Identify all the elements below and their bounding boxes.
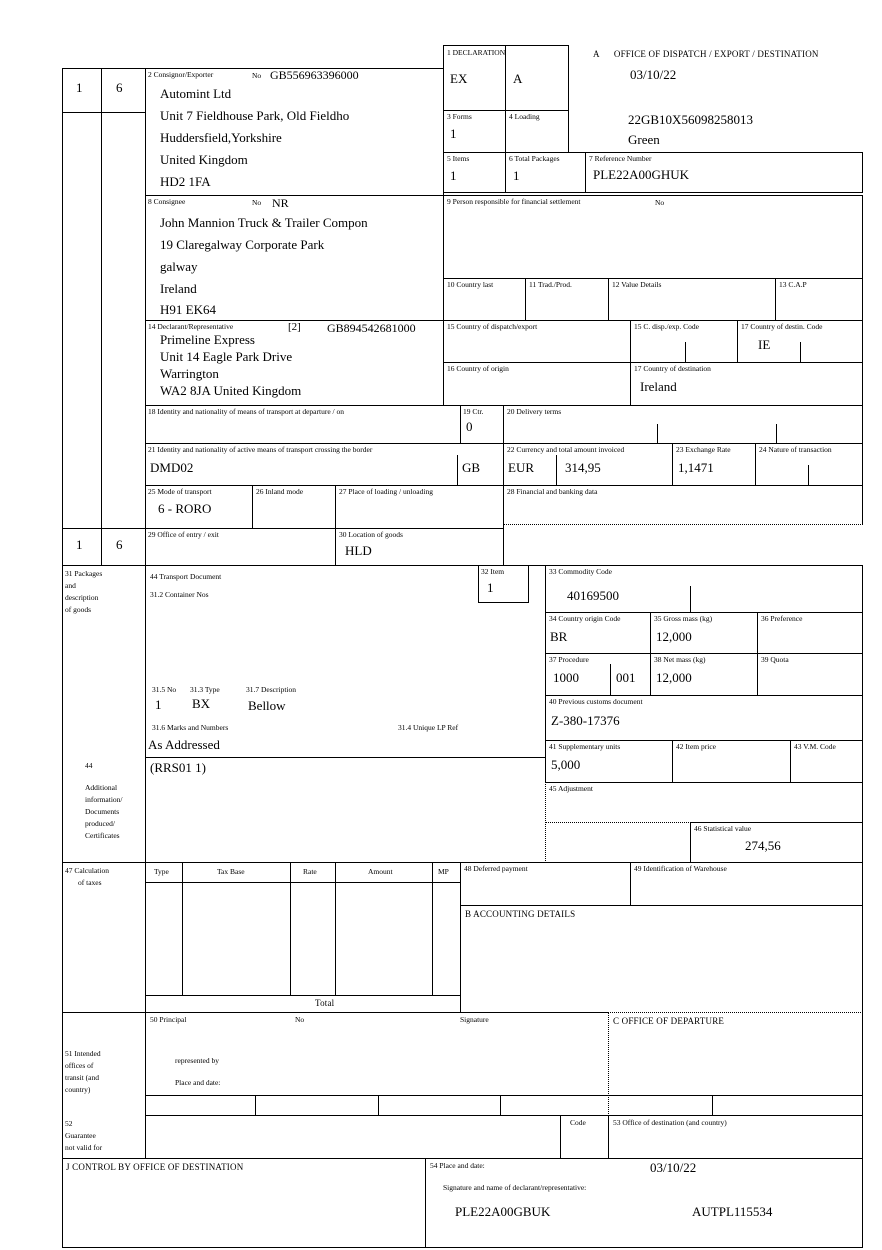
copy-number-cell (101, 528, 146, 566)
gross-mass-value: 12,000 (656, 629, 692, 644)
accounting-details-header: B ACCOUNTING DETAILS (465, 909, 576, 919)
box-34-label: 34 Country origin Code (549, 614, 621, 623)
box-25-label: 25 Mode of transport (148, 487, 212, 496)
box-15-label: 15 Country of dispatch/export (447, 322, 538, 331)
box-24-label: 24 Nature of transaction (759, 445, 832, 454)
box-3-label: 3 Forms (447, 112, 472, 121)
box-48-label: 48 Deferred payment (464, 864, 528, 873)
grid-line (290, 862, 291, 996)
commodity-code-value: 40169500 (567, 588, 619, 603)
previous-document-value: Z-380-17376 (551, 713, 620, 728)
box-17-label: 17 Country of destination (634, 364, 711, 373)
supplementary-units-value: 5,000 (551, 757, 581, 772)
copy-number-column (62, 112, 102, 529)
copy-number: 1 (76, 537, 83, 552)
box-38-label: 38 Net mass (kg) (654, 655, 706, 664)
exchange-rate-value: 1,1471 (678, 460, 714, 475)
box-22-label: 22 Currency and total amount invoiced (507, 445, 625, 454)
box-4-label: 4 Loading (509, 112, 540, 121)
box-51-label: transit (and (65, 1073, 99, 1082)
box-51-label: offices of (65, 1061, 94, 1070)
divider (657, 424, 658, 443)
transport-nationality-value: GB (462, 460, 481, 475)
net-mass-value: 12,000 (656, 670, 692, 685)
packages-description-value: Bellow (248, 698, 286, 713)
box-52-label: Guarantee (65, 1131, 96, 1140)
mrn-number: 22GB10X56098258013 (628, 112, 753, 127)
authorisation-reference-value: AUTPL115534 (692, 1204, 773, 1219)
box-21-label: 21 Identity and nationality of active means of transport crossing the border (148, 445, 373, 454)
box-35-label: 35 Gross mass (kg) (654, 614, 713, 623)
office-of-dispatch-header: A OFFICE OF DISPATCH / EXPORT / DESTINATION (593, 49, 819, 59)
items-value: 1 (450, 168, 457, 183)
box-50-no-label: No (295, 1015, 305, 1024)
marks-numbers-value: As Addressed (148, 737, 220, 752)
copy-number-cell (101, 68, 146, 113)
divider (505, 45, 506, 111)
packages-type-label: 31.3 Type (190, 685, 220, 694)
dotted-divider (545, 822, 691, 823)
forms-value: 1 (450, 126, 457, 141)
box-18-label: 18 Identity and nationality of means of transport at departure / on (148, 407, 344, 416)
box-50-signature-label: Signature (460, 1015, 489, 1024)
divider (808, 465, 809, 486)
box-8-no-label: No (252, 198, 262, 207)
total-packages-value: 1 (513, 168, 520, 183)
consignor-address-line: United Kingdom (160, 152, 248, 167)
consignor-address-line: Automint Ltd (160, 86, 232, 101)
destination-country-value: Ireland (640, 379, 677, 394)
divider (62, 1012, 609, 1013)
box-42-label: 42 Item price (676, 742, 716, 751)
box-47-label: of taxes (78, 878, 102, 887)
box-36-label: 36 Preference (761, 614, 803, 623)
ctr-value: 0 (466, 419, 473, 434)
packages-no-label: 31.5 No (152, 685, 177, 694)
grid-line (712, 1095, 713, 1116)
divider (425, 1158, 426, 1248)
grid-line (378, 1095, 379, 1116)
box-13-label: 13 C.A.P (779, 280, 807, 289)
declarant-code: [2] (288, 321, 301, 333)
box-44-label: Additional (85, 783, 118, 792)
consignor-eori: GB556963396000 (270, 68, 359, 82)
consignee-address-line: Ireland (160, 281, 197, 296)
grid-line (145, 1095, 863, 1096)
declaration-type: A (513, 71, 523, 86)
grid-line (145, 1115, 863, 1116)
box-16-label: 16 Country of origin (447, 364, 509, 373)
box-1-label: 1 DECLARATION (447, 48, 506, 57)
divider (800, 342, 801, 362)
declarant-reference-value: PLE22A00GBUK (455, 1204, 551, 1219)
box-9-no-label: No (655, 198, 665, 207)
consignor-address-line: Unit 7 Fieldhouse Park, Old Fieldho (160, 108, 350, 123)
consignee-address-line: John Mannion Truck & Trailer Compon (160, 215, 368, 230)
consignee-address-line: H91 EK64 (160, 302, 216, 317)
origin-code-value: BR (550, 629, 568, 644)
box-31-label: of goods (65, 605, 92, 614)
transport-identity-value: DMD02 (150, 460, 194, 475)
declarant-address-line: Warrington (160, 366, 219, 381)
reference-value: PLE22A00GHUK (593, 167, 690, 182)
divider (62, 1158, 863, 1159)
box-51-label: 51 Intended (65, 1049, 101, 1058)
box-33-label: 33 Commodity Code (549, 567, 612, 576)
box-41-label: 41 Supplementary units (549, 742, 621, 751)
grid-line (182, 862, 183, 996)
box-9-label: 9 Person responsible for financial settlement (447, 197, 581, 206)
grid-line (560, 1115, 561, 1159)
divider (457, 455, 458, 486)
invoice-amount: 314,95 (565, 460, 601, 475)
tax-header-amount: Amount (368, 867, 393, 876)
box-49-label: 49 Identification of Warehouse (634, 864, 727, 873)
declarant-address-line: WA2 8JA United Kingdom (160, 383, 302, 398)
grid-line (500, 1095, 501, 1116)
currency-code: EUR (508, 460, 534, 475)
box-47-label: 47 Calculation (65, 866, 109, 875)
consignor-address-line: HD2 1FA (160, 174, 211, 189)
box-54-label: 54 Place and date: (430, 1161, 485, 1170)
place-and-date-label: Place and date: (175, 1078, 221, 1087)
marks-numbers-label: 31.6 Marks and Numbers (152, 723, 229, 732)
box-28-label: 28 Financial and banking data (507, 487, 598, 496)
item-number-value: 1 (487, 580, 494, 595)
copy-number: 6 (116, 80, 123, 95)
destination-code-value: IE (758, 337, 771, 352)
box-52-label: not valid for (65, 1143, 103, 1152)
box-11-label: 11 Trad./Prod. (529, 280, 572, 289)
declaration-regime: EX (450, 71, 468, 86)
transport-document-label: 44 Transport Document (150, 572, 222, 581)
box-26-label: 26 Inland mode (256, 487, 304, 496)
box-20-label: 20 Delivery terms (507, 407, 562, 416)
tax-header-type: Type (154, 867, 169, 876)
box-2-no-label: No (252, 71, 262, 80)
place-date-value: 03/10/22 (650, 1160, 697, 1175)
box-29-label: 29 Office of entry / exit (148, 530, 219, 539)
packages-type-value: BX (192, 696, 211, 711)
consignor-address-line: Huddersfield,Yorkshire (160, 130, 282, 145)
box-7-label: 7 Reference Number (589, 154, 652, 163)
statistical-value: 274,56 (745, 838, 781, 853)
box-31-label: and (65, 581, 76, 590)
divider (145, 757, 546, 758)
grid-line (145, 882, 461, 883)
box-15a-label: 15 C. disp./exp. Code (634, 322, 699, 331)
box-39-label: 39 Quota (761, 655, 789, 664)
tax-header-rate: Rate (303, 867, 317, 876)
tax-header-tax-base: Tax Base (217, 867, 245, 876)
grid-line (608, 1115, 609, 1159)
grid-line (432, 862, 433, 996)
dispatch-date: 03/10/22 (630, 67, 677, 82)
box-51-label: country) (65, 1085, 91, 1094)
container-nos-label: 31.2 Container Nos (150, 590, 209, 599)
dotted-divider (608, 1012, 609, 1116)
dotted-divider (608, 1012, 863, 1013)
box-14-label: 14 Declarant/Representative (148, 322, 234, 331)
box-32-label: 32 Item (481, 567, 505, 576)
grid-line (255, 1095, 256, 1116)
box-30-label: 30 Location of goods (339, 530, 403, 539)
box-12-label: 12 Value Details (612, 280, 662, 289)
box-37-label: 37 Procedure (549, 655, 589, 664)
divider (690, 586, 691, 613)
guarantee-code-label: Code (570, 1118, 586, 1127)
declarant-eori: GB894542681000 (327, 321, 416, 335)
box-8-label: 8 Consignee (148, 197, 186, 206)
packages-description-label: 31.7 Description (246, 685, 296, 694)
box-9-financial-responsible (443, 195, 863, 279)
control-by-destination-header: J CONTROL BY OFFICE OF DESTINATION (66, 1162, 244, 1172)
box-50-label: 50 Principal (150, 1015, 187, 1024)
grid-line (335, 862, 336, 996)
divider (556, 455, 557, 486)
box-5-label: 5 Items (447, 154, 470, 163)
represented-by-label: represented by (175, 1056, 219, 1065)
copy-number-column (101, 112, 146, 529)
box-44-label: produced/ (85, 819, 115, 828)
copy-number: 1 (76, 80, 83, 95)
procedure-value-2: 001 (616, 670, 636, 685)
signature-name-label: Signature and name of declarant/representative: (443, 1183, 587, 1192)
box-19-label: 19 Ctr. (463, 407, 484, 416)
tax-total-label: Total (315, 998, 335, 1008)
box-43-label: 43 V.M. Code (794, 742, 836, 751)
box-6-label: 6 Total Packages (509, 154, 560, 163)
goods-location-value: HLD (345, 543, 372, 558)
box-44-label: Documents (85, 807, 120, 816)
divider (685, 342, 686, 362)
tax-header-mp: MP (438, 867, 449, 876)
box-40-label: 40 Previous customs document (549, 697, 643, 706)
packages-no-value: 1 (155, 697, 162, 712)
procedure-value-1: 1000 (553, 670, 579, 685)
box-45-label: 45 Adjustment (549, 784, 593, 793)
box-44-label: information/ (85, 795, 123, 804)
box-2-label: 2 Consignor/Exporter (148, 70, 214, 79)
consignee-address-line: galway (160, 259, 198, 274)
consignee-address-line: 19 Claregalway Corporate Park (160, 237, 325, 252)
box-23-label: 23 Exchange Rate (676, 445, 731, 454)
box-52-label: 52 (65, 1119, 73, 1128)
declarant-address-line: Primeline Express (160, 332, 255, 347)
box-31-label: description (65, 593, 99, 602)
grid-line (145, 995, 461, 996)
consignee-no: NR (272, 196, 289, 210)
unique-lp-ref-label: 31.4 Unique LP Ref (398, 723, 459, 732)
box-44-label: 44 (85, 761, 93, 770)
box-10-label: 10 Country last (447, 280, 494, 289)
box-17a-label: 17 Country of destin. Code (741, 322, 823, 331)
additional-info-value: (RRS01 1) (150, 760, 206, 775)
box-27-label: 27 Place of loading / unloading (339, 487, 433, 496)
box-44-label: Certificates (85, 831, 120, 840)
divider (776, 424, 777, 443)
copy-number: 6 (116, 537, 123, 552)
box-46-label: 46 Statistical value (694, 824, 752, 833)
box-31-label: 31 Packages (65, 569, 103, 578)
transport-mode-value: 6 - RORO (158, 501, 212, 516)
declarant-address-line: Unit 14 Eagle Park Drive (160, 349, 293, 364)
office-of-departure-header: C OFFICE OF DEPARTURE (613, 1016, 725, 1026)
divider (610, 664, 611, 696)
box-53-label: 53 Office of destination (and country) (613, 1118, 727, 1127)
routing-status: Green (628, 132, 660, 147)
